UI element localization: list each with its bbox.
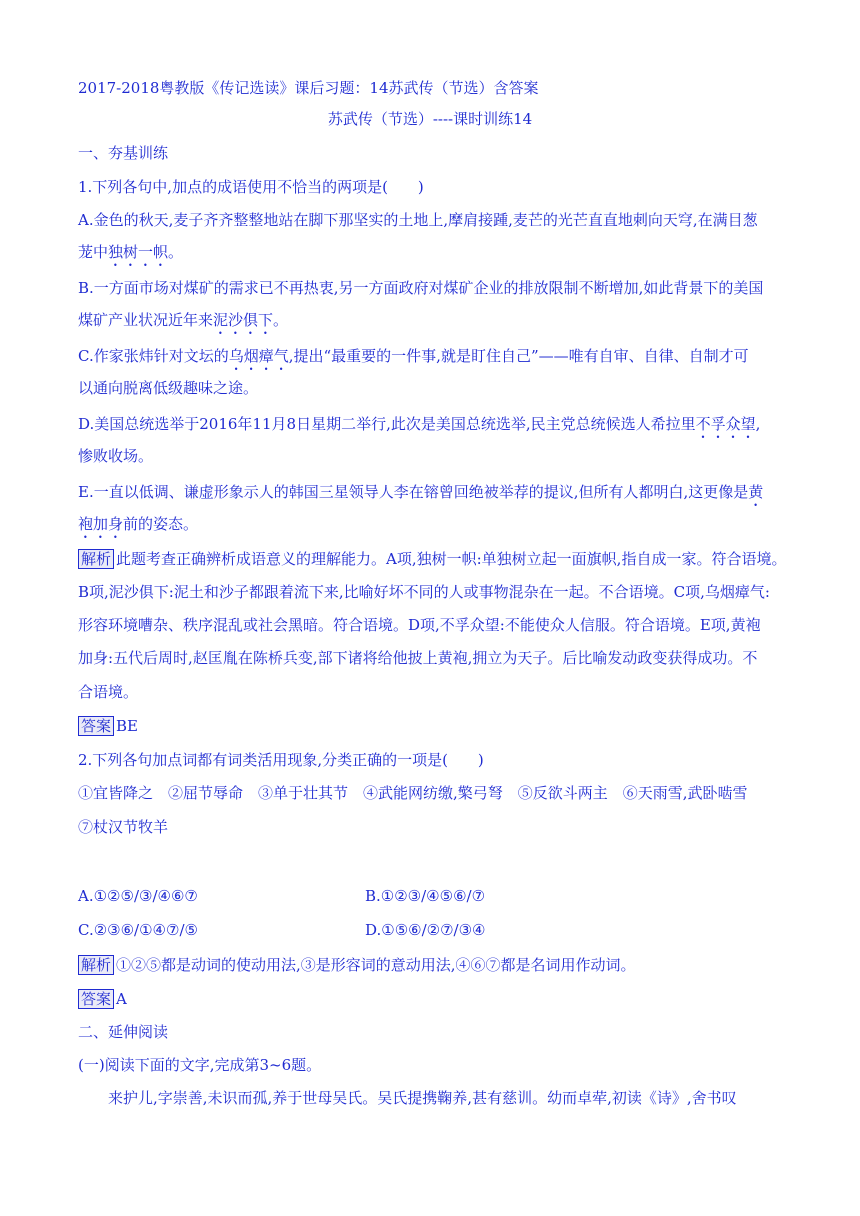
- section-heading-basic: 一、夯基训练: [78, 144, 169, 162]
- q1-option-b-line1: B.一方面市场对煤矿的需求已不再热衷,另一方面政府对煤矿企业的排放限制不断增加,如此背景下的美国: [78, 279, 764, 297]
- section-heading-reading: 二、延伸阅读: [78, 1023, 169, 1041]
- q2-option-b: B.①②③/④⑤⑥/⑦: [365, 887, 486, 905]
- dotted-idiom: 独树一帜: [108, 243, 169, 261]
- lesson-title: 苏武传（节选）----课时训练14: [327, 110, 533, 128]
- q2-items-line2: ⑦杖汉节牧羊: [78, 818, 169, 836]
- q1-answer: 答案 BE: [78, 716, 790, 736]
- reading-passage: 来护儿,字崇善,未识而孤,养于世母吴氏。吴氏提携鞠养,甚有慈训。幼而卓荦,初读《诗》,舍书叹: [108, 1089, 737, 1107]
- q1-option-e-line1: E.一直以低调、谦虚形象示人的韩国三星领导人李在镕曾回绝被举荐的提议,但所有人都明白,这更像是黄: [78, 483, 764, 501]
- q1-option-c-line1: C.作家张炜针对文坛的乌烟瘴气,提出“最重要的一件事,就是盯住自己”——唯有自审、自律、自制才可: [78, 347, 749, 365]
- q1-analysis-line5: 合语境。: [78, 683, 139, 701]
- q2-option-a: A.①②⑤/③/④⑥⑦: [78, 887, 198, 905]
- dotted-idiom: 乌烟瘴气: [228, 347, 289, 365]
- q2-option-row2: [78, 920, 790, 940]
- q1-option-d-line2: 惨败收场。: [78, 447, 154, 465]
- analysis-label: 解析: [78, 955, 114, 975]
- dotted-idiom: 不孚众望: [695, 415, 756, 433]
- q2-option-d: D.①⑤⑥/②⑦/③④: [365, 921, 486, 939]
- q1-option-d-line1: D.美国总统选举于2016年11月8日星期二举行,此次是美国总统选举,民主党总统候选人希拉里不孚众望,: [78, 415, 761, 433]
- q1-option-b-line2: 煤矿产业状况近年来泥沙俱下。: [78, 311, 289, 329]
- q1-option-e-line2: 袍加身前的姿态。: [78, 515, 199, 533]
- dotted-idiom: 袍加身: [78, 515, 124, 533]
- q1-analysis-line1: 解析 此题考查正确辨析成语意义的理解能力。A项,独树一帜:单独树立起一面旗帜,指自成一家。符合语境。: [78, 549, 790, 569]
- q1-analysis-line4: 加身:五代后周时,赵匡胤在陈桥兵变,部下诸将给他披上黄袍,拥立为天子。后比喻发动政变获得成功。不: [78, 649, 758, 667]
- reading-instruction: (一)阅读下面的文字,完成第3~6题。: [78, 1056, 322, 1074]
- dotted-idiom: 泥沙俱下: [213, 311, 274, 329]
- dotted-idiom: 黄: [748, 483, 764, 501]
- q2-answer: 答案 A: [78, 989, 790, 1009]
- q1-option-a-line1: A.金色的秋天,麦子齐齐整整地站在脚下那坚实的土地上,摩肩接踵,麦芒的光芒直直地刺向天穹,在满目葱: [78, 211, 758, 229]
- answer-label: 答案: [78, 989, 114, 1009]
- q2-option-c: C.②③⑥/①④⑦/⑤: [78, 921, 198, 939]
- q1-analysis-line3: 形容环境嘈杂、秩序混乱或社会黑暗。符合语境。D项,不孚众望:不能使众人信服。符合语境。E项,黄袍: [78, 616, 761, 634]
- analysis-label: 解析: [78, 549, 114, 569]
- q2-items-line1: ①宜皆降之 ②屈节辱命 ③单于壮其节 ④武能网纺缴,檠弓弩 ⑤反欲斗两主 ⑥天雨雪,武卧啮雪: [78, 784, 748, 802]
- answer-label: 答案: [78, 716, 114, 736]
- q1-analysis-line2: B项,泥沙俱下:泥土和沙子都跟着流下来,比喻好坏不同的人或事物混杂在一起。不合语境。C项,乌烟瘴气:: [78, 583, 770, 601]
- q2-option-row1: [78, 886, 790, 906]
- q2-stem: 2.下列各句加点词都有词类活用现象,分类正确的一项是( ): [78, 751, 484, 769]
- q1-stem: 1.下列各句中,加点的成语使用不恰当的两项是( ): [78, 178, 424, 196]
- document-title: 2017-2018粤教版《传记选读》课后习题：14苏武传（节选）含答案: [78, 79, 539, 97]
- q1-option-a-line2: 茏中独树一帜。: [78, 243, 184, 261]
- q1-option-c-line2: 以通向脱离低级趣味之途。: [78, 379, 259, 397]
- q2-analysis: 解析 ①②⑤都是动词的使动用法,③是形容词的意动用法,④⑥⑦都是名词用作动词。: [78, 955, 790, 975]
